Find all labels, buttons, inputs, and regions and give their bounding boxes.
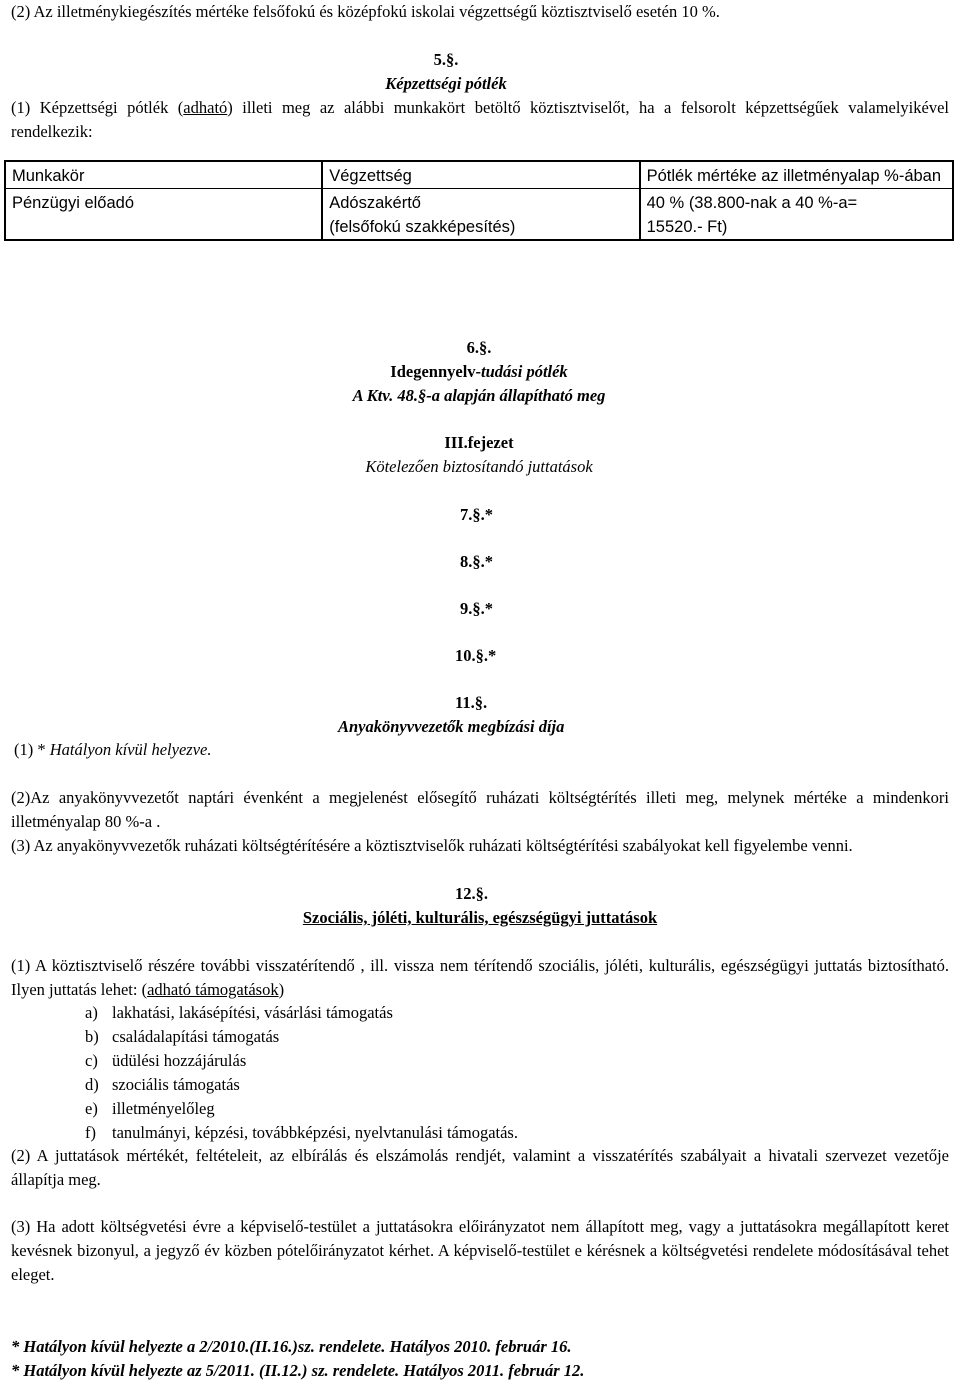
- footnote-1: * Hatályon kívül helyezte a 2/2010.(II.16.)sz. rendelete. Hatályos 2010. február 16.: [11, 1337, 572, 1356]
- top-paragraph: (2) Az illetménykiegészítés mértéke felsőfokú és középfokú iskolai végzettségű köztisztviselő esetén 10 %.: [11, 2, 720, 21]
- section-11-title: Anyakönyvvezetők megbízási díja: [338, 717, 565, 736]
- table-header-cell: Munkakör: [5, 161, 322, 189]
- allowance-table: [4, 160, 954, 241]
- repealed-section-9: 9.§.*: [460, 599, 493, 618]
- list-item: c) üdülési hozzájárulás: [85, 1051, 247, 1070]
- footnote-2: * Hatályon kívül helyezte az 5/2011. (II.12.) sz. rendelete. Hatályos 2011. február 12.: [11, 1361, 585, 1380]
- section-11-number: 11.§.: [455, 693, 488, 712]
- section-12-title: Szociális, jóléti, kulturális, egészségügyi juttatások: [302, 908, 658, 927]
- section-11-paragraph-3: (3) Az anyakönyvvezetők ruházati költségtérítésére a köztisztviselők ruházati költségtérítési szabályokat kell figyelembe venni.: [11, 836, 853, 855]
- section-5-paragraph-1: (1) Képzettségi pótlék (adható) illeti meg az alábbi munkakört betöltő köztisztviselőt, ha a felsorolt képzettségűek valamelyikével rendelkezik:: [11, 98, 950, 141]
- table-header-row: [5, 161, 953, 189]
- list-item: e) illetményelőleg: [85, 1099, 215, 1118]
- section-11-paragraph-1: (1) * Hatályon kívül helyezve.: [14, 740, 212, 759]
- list-item: b) családalapítási támogatás: [85, 1027, 280, 1046]
- table-cell-job: Pénzügyi előadó: [5, 189, 322, 241]
- section-12-number: 12.§.: [455, 884, 488, 903]
- section-6-subtitle: A Ktv. 48.§-a alapján állapítható meg: [352, 386, 606, 405]
- underlined-adhato: adható: [183, 98, 228, 117]
- section-12-paragraph-2: (2) A juttatások mértékét, feltételeit, az elbírálás és elszámolás rendjét, valamint a visszatérítés szabályait a hivatali szervezet vezetője állapítja meg.: [11, 1146, 949, 1189]
- section-12-paragraph-3: (3) Ha adott költségvetési évre a képviselő-testület a juttatásokra előirányzatot nem állapított meg, vagy a juttatásokra megállapított keret kevésnek bizonyul, a jegyző év közben pótelőirányzatot kérhet. A képviselő-testület e kérésnek a költségvetési rendelete módosításával tehet eleget.: [11, 1217, 949, 1284]
- section-5-title: Képzettségi pótlék: [385, 74, 507, 93]
- section-11-paragraph-2: (2)Az anyakönyvvezetőt naptári évenként a megjelenést elősegítő ruházati költségtérítés illeti meg, melynek mértéke a mindenkori illetményalap 80 %-a .: [11, 788, 949, 831]
- list-item: d) szociális támogatás: [85, 1075, 240, 1094]
- list-item: a) lakhatási, lakásépítési, vásárlási támogatás: [85, 1003, 393, 1022]
- table-row: [5, 189, 953, 241]
- table-cell-amount: 40 % (38.800-nak a 40 %-a= 15520.- Ft): [640, 189, 953, 241]
- repealed-section-10: 10.§.*: [455, 646, 497, 665]
- chapter-3-title: Kötelezően biztosítandó juttatások: [365, 457, 593, 476]
- table-header-cell: Pótlék mértéke az illetményalap %-ában: [640, 161, 953, 189]
- section-5-number: 5.§.: [433, 50, 459, 69]
- section-12-paragraph-1: (1) A köztisztviselő részére további visszatérítendő , ill. vissza nem térítendő szociális, jóléti, kulturális, egészségügyi juttatás biztosítható. Ilyen juttatás lehet: (adható támogatások): [11, 956, 949, 999]
- repealed-section-8: 8.§.*: [460, 552, 493, 571]
- table-cell-qualification: Adószakértő (felsőfokú szakképesítés): [322, 189, 639, 241]
- table-header-cell: Végzettség: [322, 161, 639, 189]
- list-item: f) tanulmányi, képzési, továbbképzési, nyelvtanulási támogatás.: [85, 1123, 518, 1142]
- chapter-3-number: III.fejezet: [444, 433, 514, 452]
- section-6-title: Idegennyelv-tudási pótlék: [390, 362, 568, 381]
- repealed-section-7: 7.§.*: [460, 505, 493, 524]
- section-6-number: 6.§.: [466, 338, 492, 357]
- underlined-adhato-tamogatasok: adható támogatások: [147, 980, 279, 999]
